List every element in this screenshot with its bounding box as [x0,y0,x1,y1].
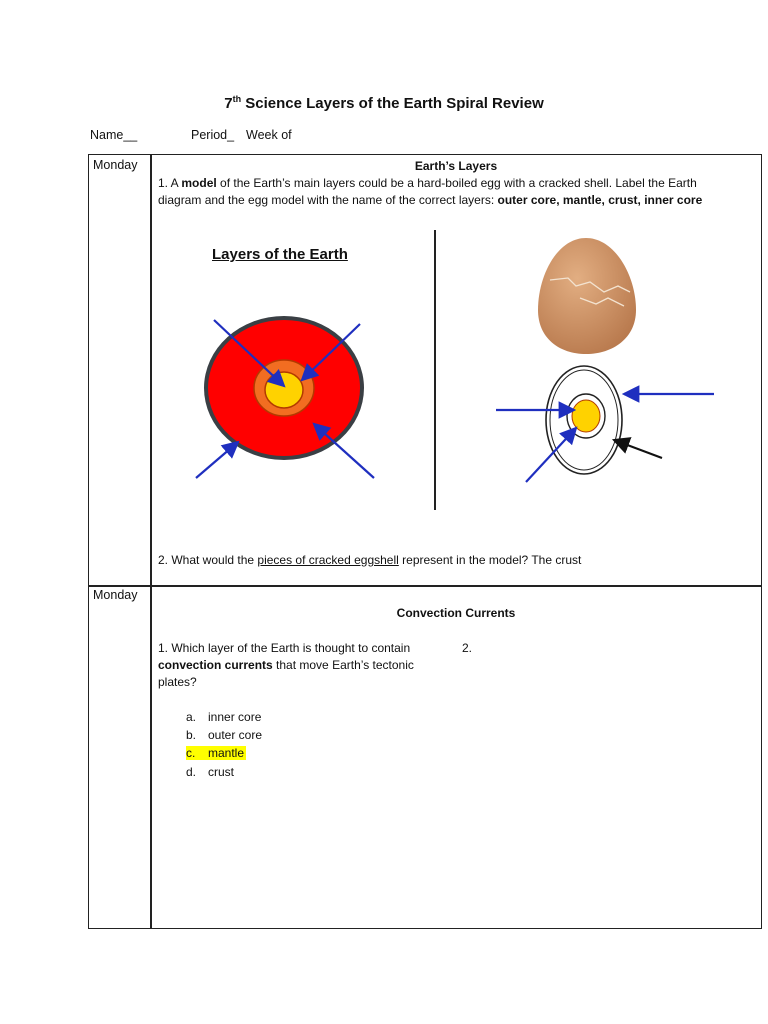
earth-cross-section [204,316,364,460]
diagram-title: Layers of the Earth [212,246,348,263]
question-1-line-2: diagram and the egg model with the name of the correct layers: outer core, mantle, crust, inner core [158,193,703,207]
section-heading-earths-layers: Earth’s Layers [414,159,498,173]
page-title: 7th Science Layers of the Earth Spiral Review [224,94,544,112]
answer-option-c-highlighted: c. mantle [186,746,245,760]
day-label-monday-2: Monday [93,588,138,602]
name-field-label: Name__ [90,128,138,142]
convection-question-1-line-2: convection currents that move Earth’s tectonic [158,658,414,672]
inner-core-layer [265,372,303,408]
answer-option-a: a. inner core [186,710,262,724]
convection-question-1-line-3: plates? [158,675,197,689]
cracked-egg [538,238,636,354]
section-heading-convection-currents: Convection Currents [396,606,516,620]
period-field-label: Period_ [191,128,235,142]
row-divider [88,585,762,587]
day-label-monday-1: Monday [93,158,138,172]
question-2: 2. What would the pieces of cracked eggshell represent in the model? The crust [158,553,582,567]
week-field-label: Week of [246,128,292,142]
arrow-crust [196,442,238,478]
convection-question-2: 2. [462,641,473,655]
earth-and-egg-diagram [150,220,760,520]
convection-question-1-line-1: 1. Which layer of the Earth is thought to contain [158,641,411,655]
question-1-line-1: 1. A model of the Earth’s main layers could be a hard-boiled egg with a cracked shell. Label the Earth [158,176,697,190]
answer-option-d: d. crust [186,765,235,779]
egg-cross-section [546,366,622,474]
arrow-egg-membrane [614,440,662,458]
egg-yolk [572,400,600,432]
answer-option-b: b. outer core [186,728,263,742]
